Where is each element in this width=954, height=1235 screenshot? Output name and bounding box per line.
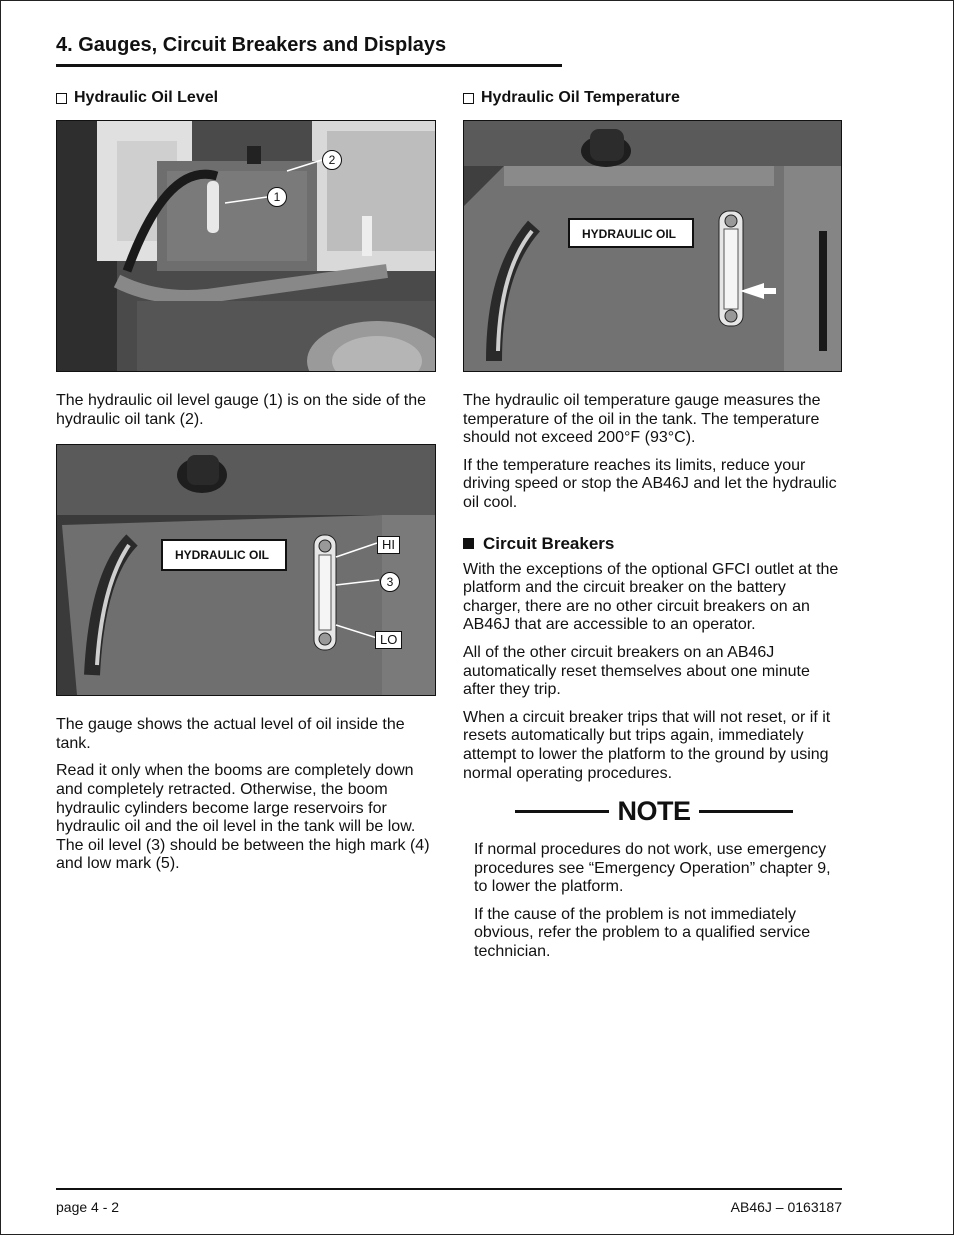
- section-hydraulic-oil-temperature: [463, 88, 845, 108]
- temperature-paragraph-2: If the temperature reaches its limits, reduce your driving speed or stop the AB46J and let the hydraulic oil cool.: [463, 456, 837, 511]
- oil-level-paragraph-1: The hydraulic oil level gauge (1) is on the side of the hydraulic oil tank (2).: [56, 392, 426, 428]
- page-title: 4. Gauges, Circuit Breakers and Displays: [56, 34, 447, 56]
- photo-gauge-illustration: [57, 445, 435, 695]
- callout-hi: HI: [377, 536, 400, 554]
- circuit-breakers-paragraph-2: All of the other circuit breakers on an AB46J automatically reset themselves about one minute after they trip.: [463, 643, 810, 699]
- note-paragraph-1: If normal procedures do not work, use emergency procedures see “Emergency Operation” chapter 9, to lower the platform.: [474, 841, 831, 896]
- checkbox-bullet-icon: [56, 93, 67, 104]
- photo-oil-temperature-gauge: [463, 120, 842, 372]
- circuit-breakers-paragraph-1: With the exceptions of the optional GFCI outlet at the platform and the circuit breaker on the battery charger, there are no other circuit breakers on an AB46J that are accessible to an operator.: [463, 560, 839, 634]
- photo-hydraulic-tank-overview: [56, 120, 436, 372]
- note-rule-left: [515, 810, 609, 813]
- callout-3: 3: [380, 572, 400, 592]
- circuit-breakers-paragraph-3: When a circuit breaker trips that will not reset, or if it resets automatically but trips again, immediately attempt to lower the platform to the ground by using normal operating procedures.: [463, 708, 831, 782]
- footer-rule: [56, 1188, 842, 1190]
- left-column: [56, 88, 436, 883]
- tank-label-text: HYDRAULIC OIL: [175, 548, 269, 563]
- note-paragraph-2: If the cause of the problem is not immediately obvious, refer the problem to a qualified service technician.: [474, 905, 811, 961]
- photo-tank-illustration: [57, 121, 435, 371]
- tank-label-text: HYDRAULIC OIL: [582, 227, 676, 241]
- square-bullet-icon: [463, 538, 474, 549]
- page-number: page 4 - 2: [56, 1199, 120, 1215]
- temperature-paragraph-1: The hydraulic oil temperature gauge measures the temperature of the oil in the tank. The temperature should not exceed 200°F (93°C).: [463, 392, 821, 447]
- callout-lo: LO: [375, 631, 402, 649]
- note-heading-text: NOTE: [617, 796, 691, 827]
- callout-2: 2: [322, 150, 342, 170]
- note-rule-right: [699, 810, 793, 813]
- oil-level-paragraph-3: Read it only when the booms are completely down and completely retracted. Otherwise, the boom hydraulic cylinders become large reservoirs for hydraulic oil and the oil level in the tank will be low. The oil level (3) should be between the high mark (4) and low mark (5).: [56, 762, 430, 873]
- section-hydraulic-oil-temperature-title: Hydraulic Oil Temperature: [481, 89, 680, 106]
- section-hydraulic-oil-level-title: Hydraulic Oil Level: [74, 89, 219, 106]
- page-header: [56, 32, 562, 67]
- right-column: [463, 88, 845, 971]
- document-id: AB46J – 0163187: [730, 1199, 842, 1215]
- oil-level-paragraph-2: The gauge shows the actual level of oil inside the tank.: [56, 716, 405, 752]
- section-circuit-breakers: [463, 533, 845, 555]
- note-heading: [463, 795, 845, 827]
- callout-1: 1: [267, 187, 287, 207]
- photo-temperature-illustration: [464, 121, 841, 371]
- page-footer: [56, 1188, 842, 1215]
- header-rule: [56, 64, 562, 67]
- section-hydraulic-oil-level: [56, 88, 436, 108]
- checkbox-bullet-icon: [463, 93, 474, 104]
- photo-oil-level-gauge: [56, 444, 436, 696]
- section-circuit-breakers-title: Circuit Breakers: [483, 533, 615, 553]
- note-body: [463, 841, 845, 962]
